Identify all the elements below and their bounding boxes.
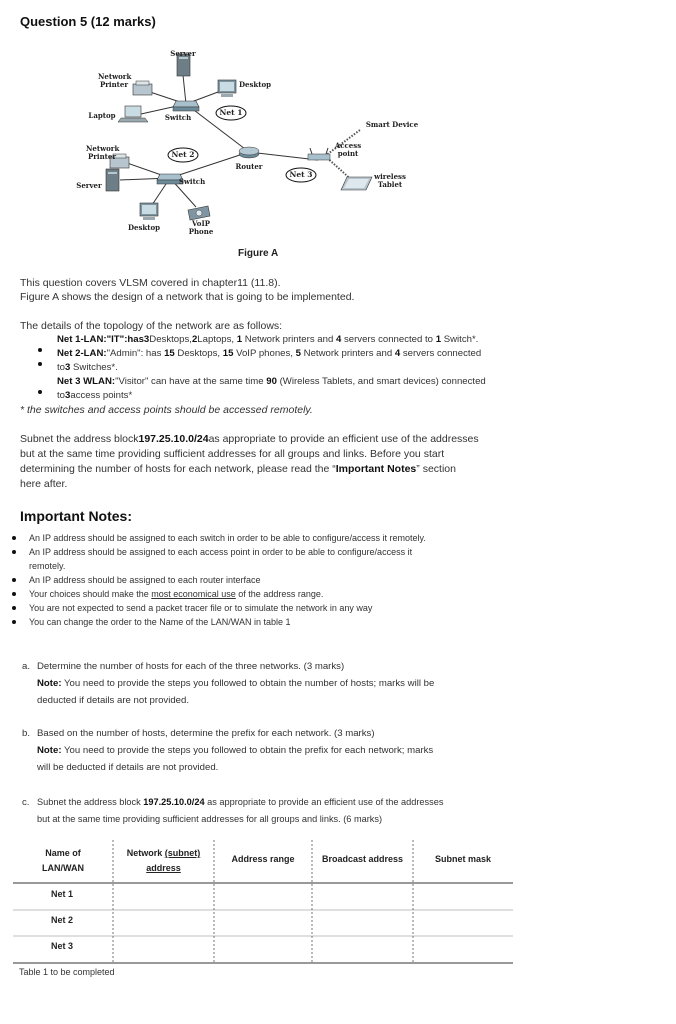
label-switch-top: Switch: [164, 113, 192, 122]
bullet-icon: [38, 348, 42, 352]
label-switch-bottom: Switch: [178, 177, 206, 186]
col-name-header: Name of LAN/WAN: [42, 848, 84, 873]
topology-net1: Net 1-LAN:"IT":has3Desktops,2Laptops, 1 Network printers and 4 servers connected to 1 Switch*.: [57, 334, 479, 345]
col-network-header: Network (subnet) address: [126, 848, 201, 873]
label-smart-device: Smart Device: [365, 120, 419, 129]
footnote: * the switches and access points should be accessed remotely.: [20, 404, 313, 416]
bullet-icon: [12, 592, 16, 596]
question-b: Based on the number of hosts, determine the prefix for each network. (3 marks) Note: You need to provide the steps you followed to obtain the prefix for each network; marks will be deducted if details are not provided.: [37, 728, 434, 773]
bullet-icon: [12, 536, 16, 540]
notes-list: An IP address should be assigned to each switch in order to be able to configure/access it remotely. An IP address should be assigned to each access point in order to be able to configure/access it remotely. An IP address should be assigned to each router interface Your choices should make the most economical use of the address range. You are not expected to send a packet tracer file or to simulate the network in any way You can change the order to the Name of the LAN/WAN in table 1: [10, 531, 630, 629]
table-row-net2: Net 2: [51, 915, 74, 925]
label-laptop: Laptop: [88, 111, 116, 120]
label-net3: Net 3: [289, 170, 313, 179]
subnet-paragraph: Subnet the address block197.25.10.0/24as appropriate to provide an efficient use of the addresses but at the same time providing sufficient addresses for all groups and links. Before you start determining the number of hosts for each network, please read the “Important Notes” section here after.: [20, 433, 479, 490]
label-router: Router: [235, 162, 263, 171]
router-icon: [239, 147, 259, 158]
table-caption: Table 1 to be completed: [19, 967, 115, 977]
printer-icon: [133, 81, 152, 95]
voip-phone-icon: [188, 206, 210, 220]
intro-text: This question covers VLSM covered in chapter11 (11.8). Figure A shows the design of a network that is going to be implemented.: [20, 277, 355, 303]
question-title: Question 5 (12 marks): [20, 14, 156, 29]
bullet-icon: [12, 578, 16, 582]
label-desktop-bottom: Desktop: [127, 223, 161, 232]
access-point-icon: [308, 148, 330, 160]
label-server-left: Server: [76, 181, 102, 190]
laptop-icon: [118, 106, 148, 122]
bullet-icon: [12, 550, 16, 554]
label-access-point: Access point: [334, 141, 362, 158]
bullet-icon: [12, 620, 16, 624]
switch-icon: [173, 101, 199, 111]
tablet-icon: [341, 177, 372, 190]
col-broadcast-header: Broadcast address: [321, 854, 404, 864]
label-net2: Net 2: [171, 150, 195, 159]
question-a: Determine the number of hosts for each of the three networks. (3 marks) Note: You need to provide the steps you followed to obtain the number of hosts; marks will be deducted if details are not provided.: [37, 661, 435, 706]
label-wireless-tablet: wireless Tablet: [374, 172, 406, 189]
question-c: Subnet the address block 197.25.10.0/24 as appropriate to provide an efficient use of the addresses but at the same time providing sufficient addresses for all groups and links. (6 marks): [37, 797, 444, 824]
bullet-icon: [12, 606, 16, 610]
label-desktop-top: Desktop: [238, 80, 272, 89]
desktop-icon: [218, 80, 236, 97]
desktop-icon: [140, 203, 158, 220]
label-server-top: Server: [170, 49, 196, 58]
important-notes-heading: Important Notes:: [20, 508, 132, 524]
question-b-letter: b.: [22, 728, 31, 739]
server-icon: [106, 169, 119, 191]
table-row-net1: Net 1: [51, 889, 74, 899]
bullet-icon: [38, 362, 42, 366]
table-row-net3: Net 3: [51, 941, 74, 951]
bullet-icon: [38, 390, 42, 394]
topology-heading: The details of the topology of the network are as follows:: [20, 320, 283, 332]
figure-caption: Figure A: [238, 248, 279, 259]
label-voip-phone: VoIP Phone: [188, 219, 214, 236]
topology-net3: Net 3 WLAN:"Visitor" can have at the same time 90 (Wireless Tablets, and smart devices) connected to3access points*: [57, 376, 486, 401]
topology-net2: Net 2-LAN:"Admin": has 15 Desktops, 15 VoIP phones, 5 Network printers and 4 servers connected to3 Switches*.: [57, 348, 482, 373]
label-printer-bottom: Network Printer: [86, 144, 120, 161]
label-net1: Net 1: [219, 108, 243, 117]
col-mask-header: Subnet mask: [434, 854, 492, 864]
question-a-letter: a.: [22, 661, 31, 672]
question-c-letter: c.: [22, 797, 30, 808]
col-range-header: Address range: [231, 854, 295, 864]
label-printer-top: Network Printer: [98, 72, 132, 89]
